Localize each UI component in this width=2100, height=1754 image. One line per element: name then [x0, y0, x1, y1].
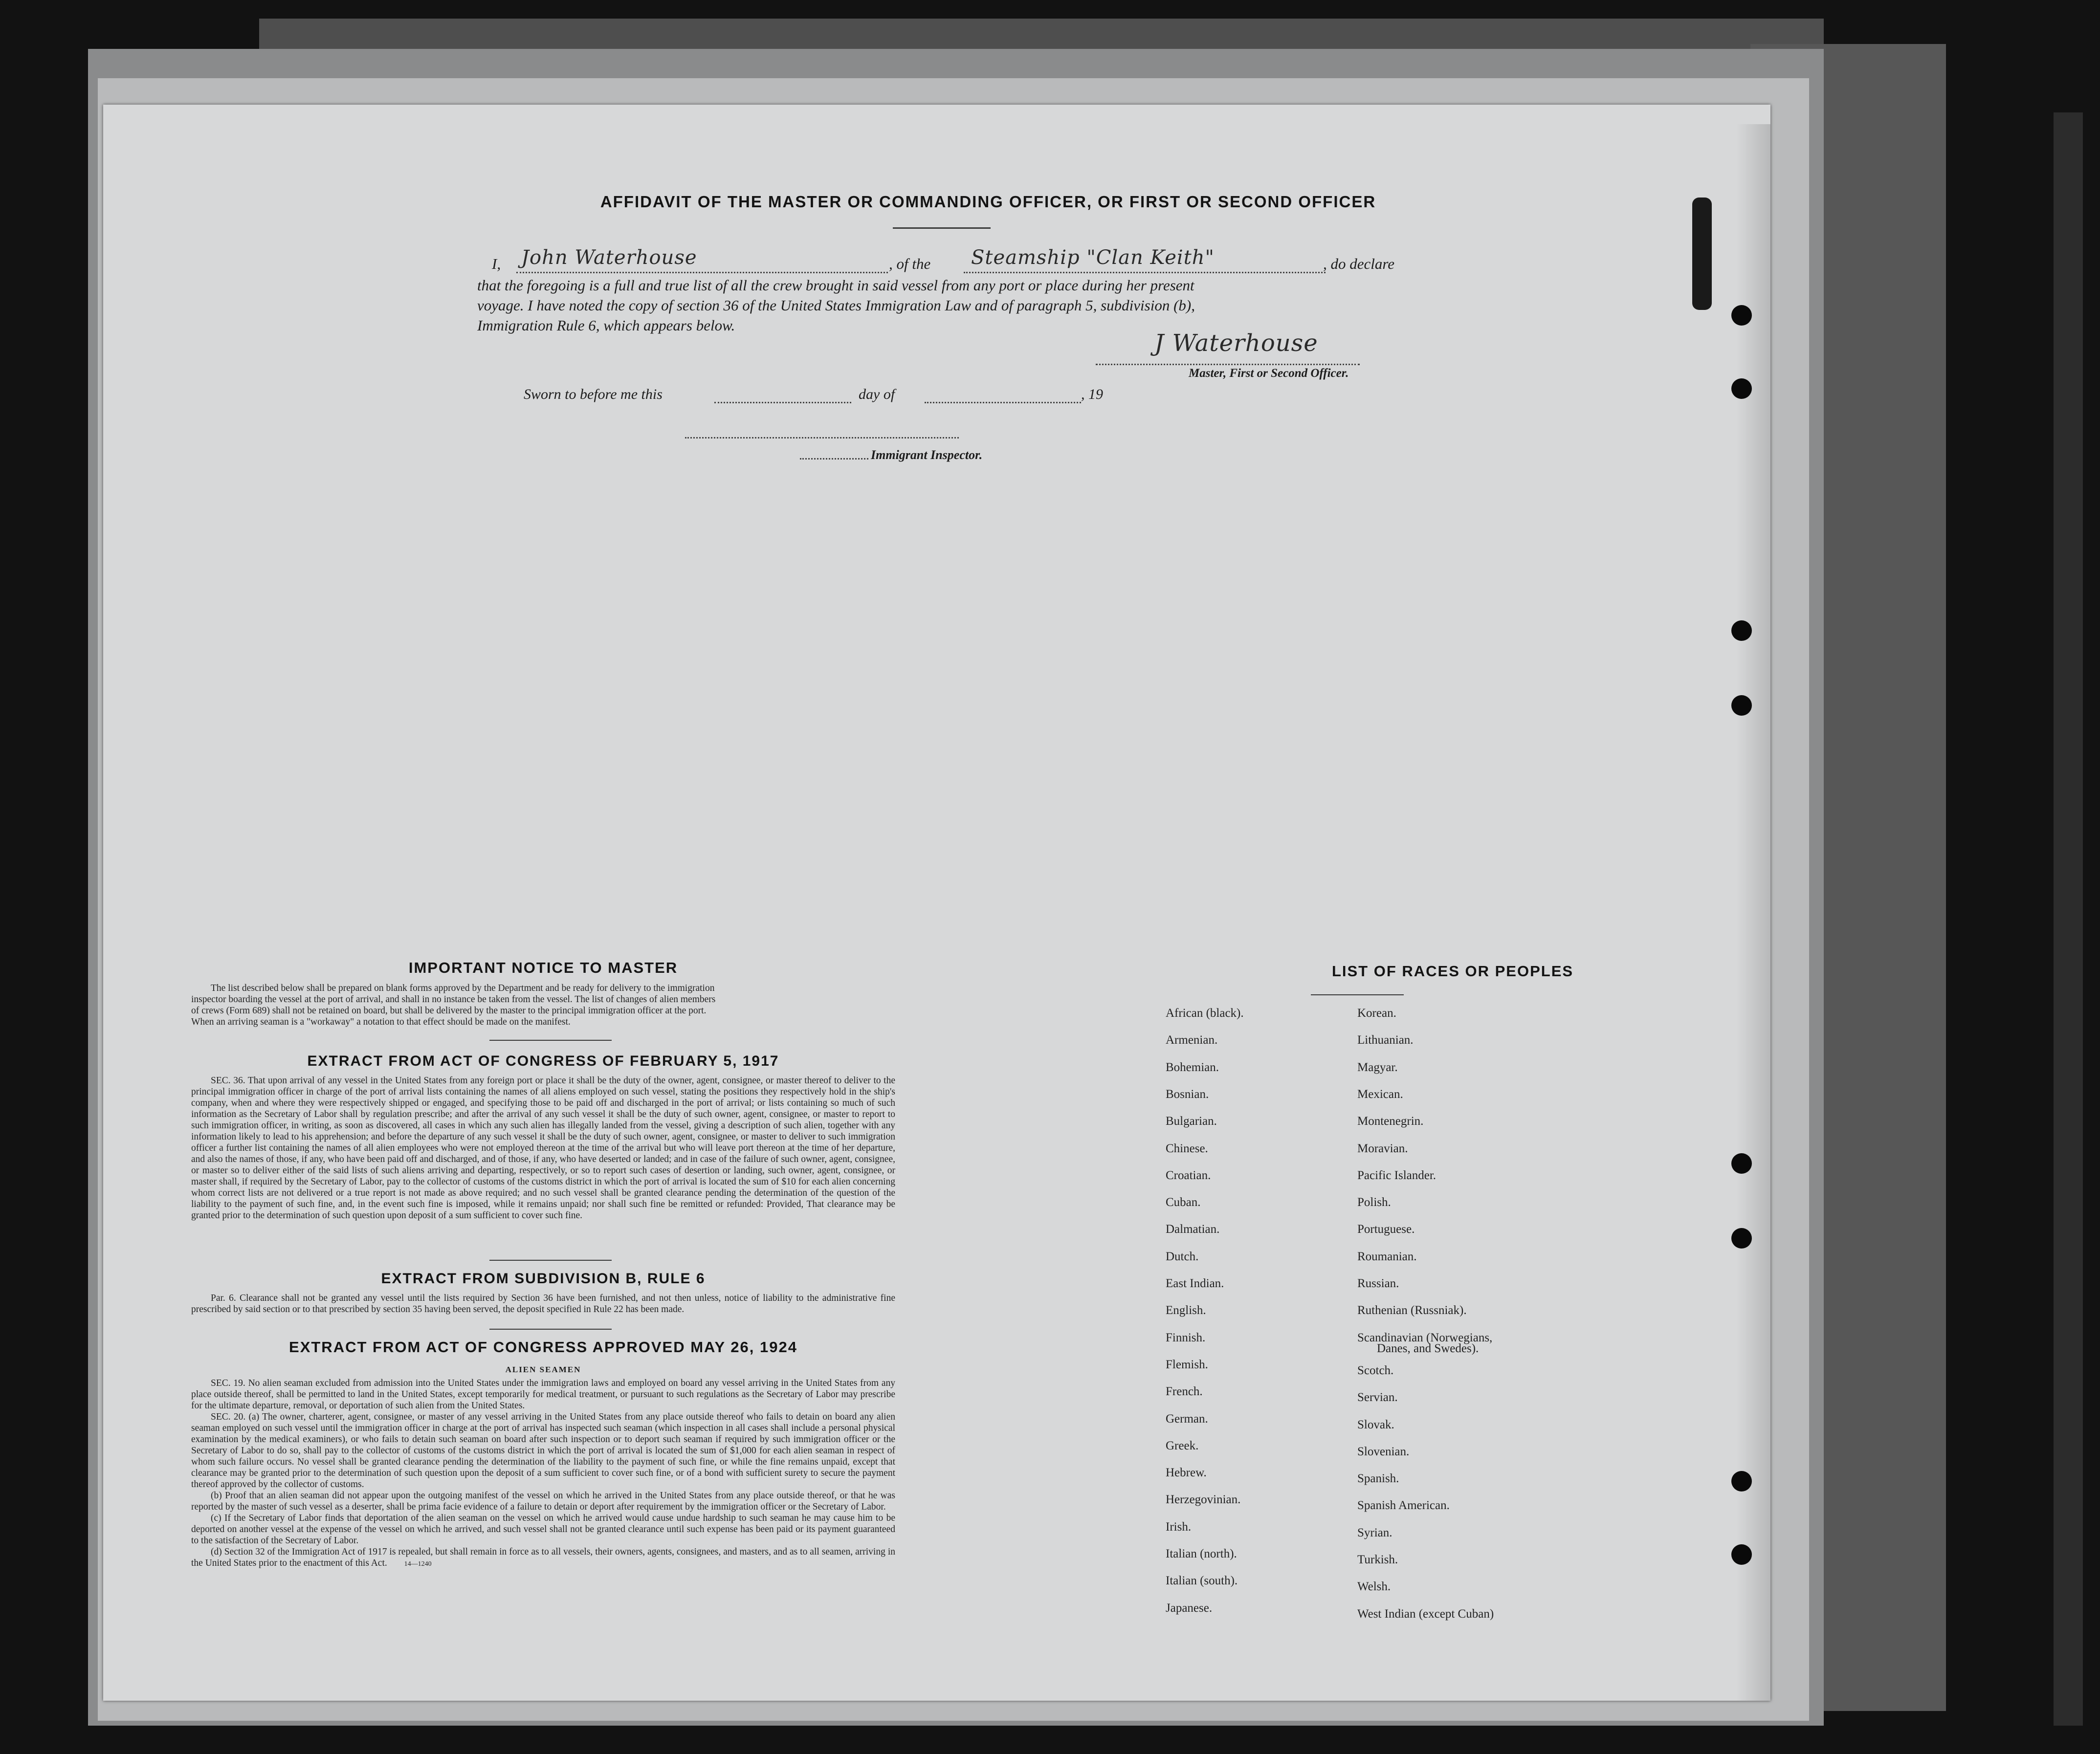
- affidavit-line2: that the foregoing is a full and true list of all the crew brought in said vessel from any port or place during her present: [477, 277, 1194, 294]
- race-item-left: Croatian.: [1166, 1168, 1211, 1182]
- year-label: , 19: [1081, 386, 1103, 402]
- race-item-right: Syrian.: [1357, 1526, 1393, 1539]
- notice-line: of crews (Form 689) shall not be retained on board, but shall be delivered by the master to the principal immigration officer at the port.: [191, 1006, 707, 1016]
- extract-1924-paragraph: [191, 1546, 895, 1570]
- extract-1917-title: EXTRACT FROM ACT OF CONGRESS OF FEBRUARY 5, 1917: [307, 1053, 779, 1069]
- race-item-left: African (black).: [1166, 1007, 1244, 1020]
- race-item-left: Greek.: [1166, 1439, 1199, 1452]
- race-item-right: Ruthenian (Russniak).: [1357, 1304, 1467, 1317]
- race-item-right: Lithuanian.: [1357, 1033, 1414, 1047]
- race-item-left: Bosnian.: [1166, 1087, 1209, 1101]
- day-of-label: day of: [859, 386, 895, 402]
- race-item-left: French.: [1166, 1385, 1203, 1399]
- extract-1924-paragraph: (b) Proof that an alien seaman did not appear upon the outgoing manifest of the vessel on which he arrived in the United States from any place outside thereof, or that he was reported by the master of such vessel as a deserter, shall be prima facie evidence of a failure to detain or deport after requirement by the immigration officer or the Secretary of Labor.: [191, 1491, 895, 1512]
- race-item-left: Bohemian.: [1166, 1060, 1219, 1074]
- race-item-right: Montenegrin.: [1357, 1115, 1424, 1128]
- race-item-left: Bulgarian.: [1166, 1115, 1217, 1128]
- race-item-right: Slovak.: [1357, 1418, 1394, 1431]
- races-rule: [1311, 994, 1404, 995]
- race-item-right: Moravian.: [1357, 1141, 1408, 1155]
- notice-title: IMPORTANT NOTICE TO MASTER: [408, 959, 678, 976]
- extract-1924-text: [191, 1378, 895, 1570]
- race-item-right: Portuguese.: [1357, 1223, 1415, 1236]
- race-item-right: Russian.: [1357, 1277, 1399, 1290]
- affidavit-title: AFFIDAVIT OF THE MASTER OR COMMANDING OFFICER, OR FIRST OR SECOND OFFICER: [600, 193, 1376, 211]
- race-item-left: Italian (north).: [1166, 1547, 1237, 1560]
- of-the-label: , of the: [889, 255, 931, 272]
- race-item-right: Magyar.: [1357, 1060, 1398, 1074]
- affidavit-prefix: I,: [492, 255, 501, 272]
- race-item-right: Spanish American.: [1357, 1499, 1450, 1513]
- race-item-right: Slovenian.: [1357, 1445, 1410, 1458]
- race-item-right: Pacific Islander.: [1357, 1168, 1437, 1182]
- affidavit-title-rule: [893, 227, 991, 229]
- notice-text: [191, 983, 895, 1028]
- race-item-right: Korean.: [1357, 1007, 1396, 1020]
- race-item-left: Finnish.: [1166, 1331, 1206, 1344]
- extract-1924-paragraph: SEC. 20. (a) The owner, charterer, agent, consignee, or master of any vessel arriving in the United States from any place outside thereof who fails to detain on board any alien seaman employed on such vessel until the immigration officer in charge at the port of arrival has inspected such seaman (which inspection in all cases shall include a personal physical examination by the medical examiners), or who fails to detain such seaman on board after such inspection or to deport such seaman if required by such immigration officer or the Secretary of Labor to do so, shall pay to the collector of customs of the customs district in which the port of arrival is located the sum of $1,000 for each alien seaman in respect of whom such failure occurs. No vessel shall be granted clearance pending the determination of the liability to the payment of such fine, or while the fine remains unpaid, except that clearance may be granted prior to the determination of such question upon the deposit of a sum sufficient to cover such fine, or of a bond with sufficient surety to secure the payment thereof approved by the collector of customs.: [191, 1412, 895, 1490]
- notice-line: inspector boarding the vessel at the port of arrival, and shall in no instance be taken from the vessel. The list of changes of alien members: [191, 994, 716, 1005]
- punch-hole: [1731, 695, 1752, 716]
- race-item-left: Dutch.: [1166, 1250, 1199, 1263]
- extract-1917-rule: [489, 1260, 612, 1261]
- extract-1924-paragraph-d: (d) Section 32 of the Immigration Act of 1917 is repealed, but shall remain in force as to all vessels, their owners, agents, consignees, and masters, and as to all seamen, arriving in the United States prior to the enactment of this Act.: [191, 1547, 895, 1568]
- punch-hole: [1731, 305, 1752, 326]
- race-item-left: East Indian.: [1166, 1277, 1224, 1290]
- vessel-name: Steamship "Clan Keith": [971, 246, 1215, 269]
- affidavit-line3: voyage. I have noted the copy of section 36 of the United States Immigration Law and of paragraph 5, subdivision (b),: [477, 297, 1195, 314]
- extract-1917-text: SEC. 36. That upon arrival of any vessel in the United States from any foreign port or place it shall be the duty of the owner, agent, consignee, or master thereof to deliver to the principal immigration officer in charge of the port of arrival lists containing the names of all aliens employed on such vessel, stating the positions they respectively hold in the ship's company, when and where they were respectively shipped or engaged, and specifying those to be paid off and discharged in the port of arrival; or lists containing so much of such information as the Secretary of Labor shall by regulation prescribe; and after the arrival of any such vessel it shall be the duty of such owner, agent, consignee, or master to report to such immigration officer, in writing, as soon as discovered, all cases in which any such alien has illegally landed from the vessel, giving a description of such alien, together with any information likely to lead to his apprehension; and before the departure of any such vessel it shall be the duty of such owner, agent, consignee, or master to deliver to such immigration officer a further list containing the names of all alien employees who were not employed thereon at the time of the arrival but who will leave port thereon at the time of her departure, and also the names of those, if any, who have been paid off and discharged, and of those, if any, who have deserted or landed; and in case of the failure of such owner, agent, consignee, or master so to deliver either of the said lists of such aliens arriving and departing, respectively, or so to report such cases of desertion or landing, such owner, agent, consignee, or master shall, if required by the Secretary of Labor, pay to the collector of customs of the customs district in which the port of arrival is located the sum of $10 for each alien concerning whom correct lists are not delivered or a true report is not made as above required; and no such vessel shall be granted clearance pending the determination of the question of the liability to the payment of such fine, and, in the event such fine is imposed, while it remains unpaid; nor shall such fine be remitted or refunded: Provided, That clearance may be granted prior to the determination of such question upon deposit of a sum sufficient to cover such fine.: [191, 1075, 895, 1221]
- punch-hole: [1731, 1228, 1752, 1249]
- extract-1924-paragraph: (c) If the Secretary of Labor finds that deportation of the alien seaman on the vessel on which he arrived would cause undue hardship to such seaman he may cause him to be deported on another vessel at the expense of the vessel on which he arrived, and such vessel shall not be granted clearance until such expense has been paid or its payment guaranteed to the satisfaction of the Secretary of Labor.: [191, 1513, 895, 1546]
- vessel-line: [964, 272, 1326, 273]
- affidavit-line1: [492, 246, 1519, 281]
- punch-hole: [1731, 1471, 1752, 1491]
- race-item-left: Herzegovinian.: [1166, 1493, 1241, 1507]
- do-declare-label: , do declare: [1323, 255, 1395, 272]
- race-item-right: Welsh.: [1357, 1580, 1391, 1594]
- right-film-strip: [2054, 112, 2083, 1726]
- race-item-right: Turkish.: [1357, 1553, 1398, 1566]
- race-item-right: Scandinavian (Norwegians,: [1357, 1331, 1493, 1344]
- race-item-right: Roumanian.: [1357, 1250, 1417, 1263]
- races-title: LIST OF RACES OR PEOPLES: [1331, 963, 1574, 980]
- affidavit-line4: Immigration Rule 6, which appears below.: [477, 317, 735, 334]
- punch-hole: [1731, 1153, 1752, 1174]
- document-sheet: [103, 105, 1770, 1701]
- extract-1924-title: EXTRACT FROM ACT OF CONGRESS APPROVED MAY 26, 1924: [289, 1338, 797, 1356]
- extract-1924-paragraph: SEC. 19. No alien seaman excluded from admission into the United States under the immigration laws and employed on board any vessel arriving in the United States from any place outside thereof, shall be permitted to land in the United States, except temporarily for medical treatment, or pursuant to such regulations as the Secretary of Labor may prescribe for the ultimate departure, removal, or deportation of such alien from the United States.: [191, 1378, 895, 1411]
- punch-hole: [1731, 620, 1752, 641]
- race-item-left: Irish.: [1166, 1520, 1192, 1534]
- declarant-line: [516, 272, 888, 273]
- race-item-left: Italian (south).: [1166, 1574, 1238, 1588]
- notice-line: When an arriving seaman is a "workaway" a notation to that effect should be made on the manifest.: [191, 1017, 571, 1027]
- sworn-label: Sworn to before me this: [524, 386, 663, 402]
- extract-rule6-rule: [489, 1329, 612, 1330]
- race-item-left: Armenian.: [1166, 1033, 1218, 1047]
- punch-hole: [1731, 378, 1752, 399]
- extract-rule6-text: Par. 6. Clearance shall not be granted any vessel until the lists required by Section 36 have been furnished, and not then unless, notice of liability to the administrative fine prescribed by said section or to that prescribed by section 35 having been served, the deposit specified in Rule 22 has been made.: [191, 1293, 895, 1315]
- signature-line: [1096, 364, 1360, 365]
- race-item-right: Polish.: [1357, 1196, 1391, 1209]
- race-item-right: West Indian (except Cuban): [1357, 1607, 1494, 1621]
- extract-rule6-title: EXTRACT FROM SUBDIVISION B, RULE 6: [381, 1271, 706, 1287]
- signature-caption: Master, First or Second Officer.: [1189, 367, 1349, 380]
- declarant-name: John Waterhouse: [521, 246, 697, 269]
- torn-tab: [1692, 197, 1712, 310]
- inspector-short-line: [800, 458, 868, 460]
- race-item-left: German.: [1166, 1412, 1208, 1425]
- right-edge-shadow: [1736, 124, 1770, 1701]
- race-item-left: Hebrew.: [1166, 1466, 1207, 1480]
- inspector-signature-line: [685, 437, 959, 438]
- race-item-continuation: Danes, and Swedes).: [1377, 1342, 1479, 1355]
- notice-rule: [489, 1040, 612, 1041]
- master-signature: J Waterhouse: [1154, 329, 1318, 357]
- race-item-right: Spanish.: [1357, 1472, 1399, 1486]
- extract-1924-subtitle: ALIEN SEAMEN: [505, 1365, 581, 1374]
- race-item-right: Mexican.: [1357, 1087, 1403, 1101]
- inspector-caption: Immigrant Inspector.: [871, 448, 983, 462]
- punch-hole: [1731, 1544, 1752, 1565]
- race-item-right: Scotch.: [1357, 1363, 1394, 1377]
- form-number: 14—1240: [404, 1560, 432, 1568]
- race-item-left: Cuban.: [1166, 1196, 1201, 1209]
- sworn-month-line: [925, 402, 1081, 403]
- race-item-right: Servian.: [1357, 1391, 1398, 1404]
- race-item-left: Japanese.: [1166, 1601, 1213, 1615]
- race-item-left: Chinese.: [1166, 1141, 1208, 1155]
- notice-line: The list described below shall be prepared on blank forms approved by the Department and be ready for delivery to the immigration: [211, 983, 715, 993]
- race-item-left: Flemish.: [1166, 1358, 1208, 1371]
- race-item-left: English.: [1166, 1304, 1206, 1317]
- race-item-left: Dalmatian.: [1166, 1223, 1220, 1236]
- sworn-day-line: [714, 402, 851, 403]
